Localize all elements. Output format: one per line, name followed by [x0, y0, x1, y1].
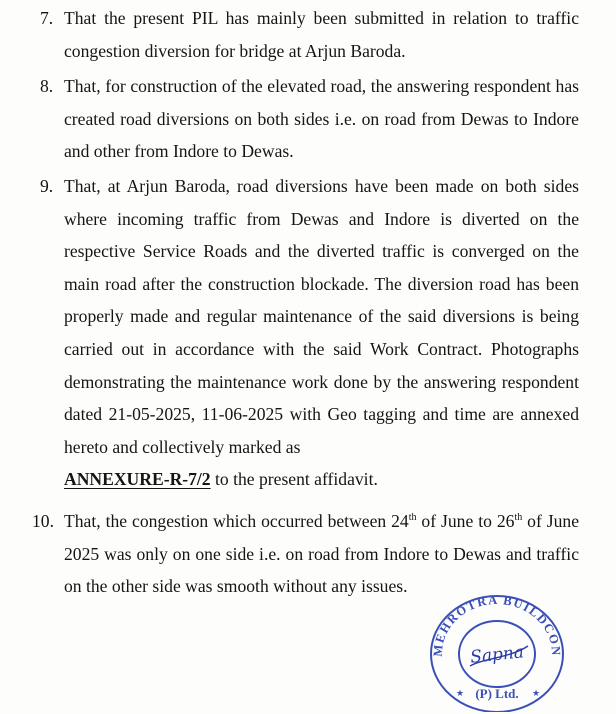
paragraph-text-part: of June to 26 [416, 511, 515, 531]
stamp-star-icon: ★ [456, 689, 465, 699]
paragraph-text [64, 170, 579, 496]
paragraph-text-part: That, the congestion which occurred between 24 [64, 511, 409, 531]
svg-text:Sapna: Sapna [469, 642, 525, 668]
paragraph-number: 7. [40, 8, 54, 28]
ordinal-suffix: th [408, 512, 417, 523]
paragraph-number: 10. [32, 511, 54, 531]
paragraph-number: 9. [40, 176, 54, 196]
paragraph-number: 8. [40, 76, 54, 96]
annexure-reference: ANNEXURE-R-7/2 [64, 469, 211, 490]
handwritten-signature [469, 642, 528, 668]
company-stamp [424, 588, 570, 712]
paragraph-body-text: That, at Arjun Baroda, road diversions have been made on both sides where incoming traffic from Dewas and Indore is diverted on the respective Service Roads and the diverted traffic is converged on the main road after the construction blockade. The diversion road has been properly made and regular maintenance of the said diversions is being carried out in accordance with the said Work Contract. Photographs demonstrating the maintenance work done by the answering respondent dated 21-05-2025, 11-06-2025 with Geo tagging and time are annexed hereto and collectively marked as [64, 176, 579, 457]
paragraph-text-part: of June 2025 was only on one side i.e. on road from Indore to Dewas and traffic on the other side was smooth without any issues. [64, 511, 579, 597]
paragraph-text: That, for construction of the elevated road, the answering respondent has created road diversions on both sides i.e. on road from Dewas to Indore and other from Indore to Dewas. [64, 76, 579, 162]
stamp-company-suffix: (P) Ltd. [475, 686, 519, 701]
stamp-company-name: MEHROTRA BUILDCON [430, 592, 564, 658]
stamp-star-icon: ★ [532, 689, 541, 699]
paragraph-text: That the present PIL has mainly been submitted in relation to traffic congestion diversion for bridge at Arjun Baroda. [64, 8, 579, 61]
ordinal-suffix: th [514, 512, 523, 523]
paragraph-closing-text: to the present affidavit. [210, 469, 378, 490]
